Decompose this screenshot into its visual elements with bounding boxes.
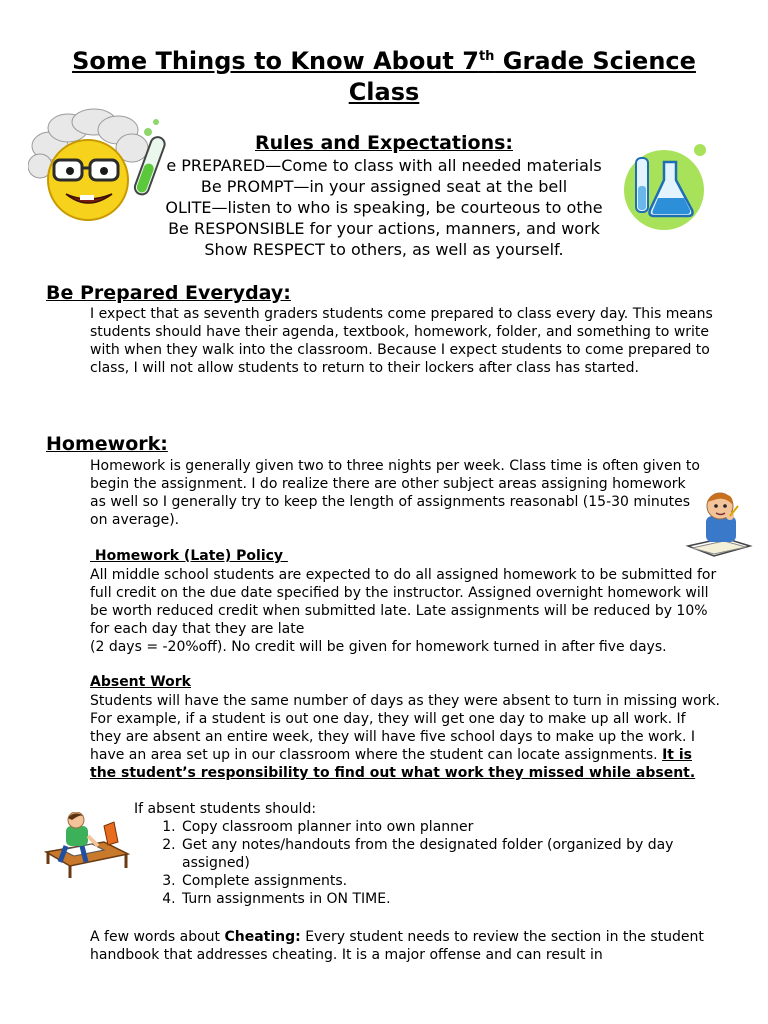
absent-work-text: Students will have the same number of days as they were absent to turn in missing work. For example, if a student is out one day, they will get one day to make up all work. If they are absent an entire week, they will have five school days to make up the work. I have an area set up in our classroom where the student can locate assignments. <box>90 693 721 763</box>
title-text: Some Things to Know About 7 <box>72 47 479 75</box>
absent-steps-list <box>158 818 740 908</box>
rule-respect: Show RESPECT to others, as well as yourself. <box>204 240 564 259</box>
list-item: 2. Get any notes/handouts from the designated folder (organized by day assigned) <box>180 836 740 872</box>
late-policy-paragraph-2: (2 days = -20%off). No credit will be given for homework turned in after five days. <box>90 639 667 655</box>
rule-prompt: Be PROMPT—in your assigned seat at the bell <box>200 177 568 196</box>
list-item: 3. Complete assignments. <box>180 872 740 890</box>
homework-paragraph: Homework is generally given two to three nights per week. Class time is often given to begin the assignment. I do realize there are other subject areas assigning homework as well so I generally try to keep the length of assignments reasonabl (15-30 minutes on average). <box>90 458 700 528</box>
prepared-paragraph: I expect that as seventh graders students come prepared to class every day. This means students should have their agenda, textbook, homework, folder, and something to write with when they walk into the classroom. Because I expect students to come prepared to class, I will not allow students to return to their lockers after class has started. <box>90 306 713 376</box>
section-heading-prepared: Be Prepared Everyday: <box>46 282 291 304</box>
cheating-keyword: Cheating: <box>224 929 301 945</box>
cheating-paragraph <box>90 928 720 964</box>
cheating-text: Every student needs to review the section in the student handbook that addresses cheating. It is a major offense and can result in <box>90 929 704 963</box>
student-thinking-icon <box>684 486 754 560</box>
student-writing-icon <box>42 812 132 882</box>
late-policy-heading: Homework (Late) Policy <box>90 548 288 564</box>
cheating-intro: A few words about <box>90 929 225 945</box>
absent-work-paragraph <box>90 692 720 782</box>
page-title <box>40 46 728 76</box>
title-superscript: th <box>478 49 495 64</box>
rule-responsible: Be RESPONSIBLE for your actions, manners, and work <box>168 219 600 238</box>
rules-heading: Rules and Expectations: <box>254 132 513 154</box>
absent-steps-lead: If absent students should: <box>134 801 317 817</box>
title-text-suffix: Grade Science <box>494 47 696 75</box>
list-item: 4. Turn assignments in ON TIME. <box>180 890 740 908</box>
page-title-line2: Class <box>348 78 420 106</box>
list-item: 1. Copy classroom planner into own planner <box>180 818 740 836</box>
absent-work-heading: Absent Work <box>90 674 191 690</box>
absent-work-emphasis: It is the student’s responsibility to find out what work they missed while absent. <box>90 747 696 781</box>
rule-polite: OLITE—listen to who is speaking, be courteous to othe <box>165 198 603 217</box>
rule-prepared: e PREPARED—Come to class with all needed materials <box>166 156 602 175</box>
section-heading-homework: Homework: <box>46 433 168 455</box>
late-policy-paragraph: All middle school students are expected to do all assigned homework to be submitted for full credit on the due date specified by the instructor. Assigned overnight homework will be worth reduced credit when submitted late. Late assignments will be reduced by 10% for each day that they are late <box>90 567 717 637</box>
